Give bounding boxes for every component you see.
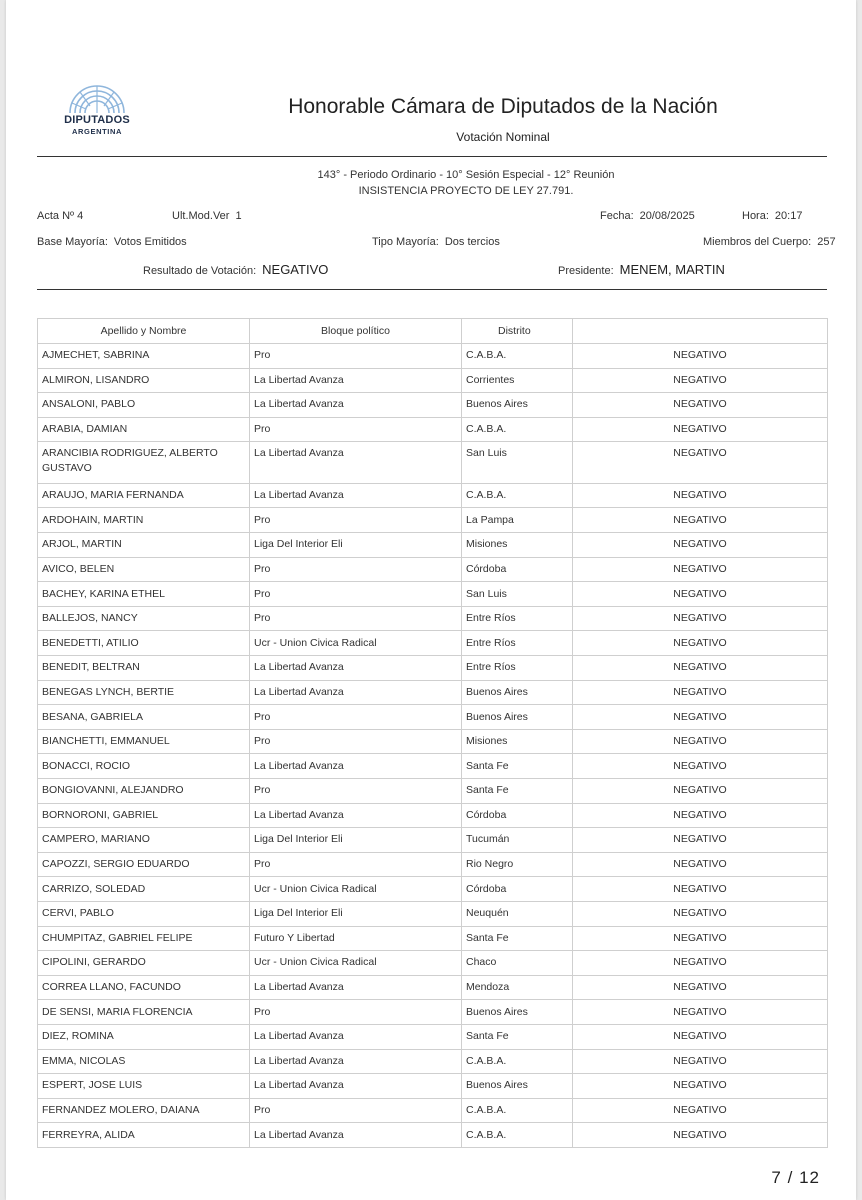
cell-bloque: La Libertad Avanza: [250, 1074, 462, 1099]
cell-distrito: Entre Ríos: [462, 631, 573, 656]
table-row: [38, 975, 828, 1000]
cell-name: CARRIZO, SOLEDAD: [38, 877, 250, 902]
table-row: [38, 582, 828, 607]
table-row: [38, 344, 828, 369]
fecha-value: 20/08/2025: [639, 210, 695, 222]
cell-distrito: Rio Negro: [462, 852, 573, 877]
cell-name: ARJOL, MARTIN: [38, 533, 250, 558]
cell-bloque: Futuro Y Libertad: [250, 926, 462, 951]
cell-name: BACHEY, KARINA ETHEL: [38, 582, 250, 607]
cell-voto: NEGATIVO: [573, 729, 828, 754]
cell-name: FERREYRA, ALIDA: [38, 1123, 250, 1148]
fecha: [600, 210, 695, 222]
presidente-value: MENEM, MARTIN: [619, 262, 725, 277]
presidente-label: Presidente:: [558, 265, 614, 277]
hora-label: Hora:: [742, 210, 769, 222]
cell-distrito: Córdoba: [462, 877, 573, 902]
cell-bloque: Pro: [250, 344, 462, 369]
cell-voto: NEGATIVO: [573, 656, 828, 681]
ult-mod-label: Ult.Mod.Ver: [172, 210, 230, 222]
page-indicator: [771, 1168, 820, 1188]
cell-distrito: C.A.B.A.: [462, 417, 573, 442]
table-row: [38, 901, 828, 926]
cell-voto: NEGATIVO: [573, 975, 828, 1000]
cell-bloque: Pro: [250, 417, 462, 442]
page-title: Honorable Cámara de Diputados de la Nación: [288, 95, 718, 118]
cell-voto: NEGATIVO: [573, 606, 828, 631]
cell-distrito: Entre Ríos: [462, 656, 573, 681]
cell-name: BORNORONI, GABRIEL: [38, 803, 250, 828]
cell-distrito: Corrientes: [462, 368, 573, 393]
cell-voto: NEGATIVO: [573, 582, 828, 607]
table-row: [38, 877, 828, 902]
miembros-cuerpo: [703, 236, 836, 248]
header-divider: [37, 156, 827, 157]
table-row: [38, 483, 828, 508]
cell-voto: NEGATIVO: [573, 1049, 828, 1074]
header-voto: [573, 319, 828, 344]
table-row: [38, 393, 828, 418]
table-row: [38, 926, 828, 951]
cell-distrito: Santa Fe: [462, 754, 573, 779]
cell-bloque: La Libertad Avanza: [250, 1024, 462, 1049]
page-separator: /: [787, 1168, 794, 1187]
cell-bloque: La Libertad Avanza: [250, 754, 462, 779]
cell-bloque: Pro: [250, 1000, 462, 1025]
table-row: [38, 951, 828, 976]
table-row: [38, 680, 828, 705]
table-row: [38, 754, 828, 779]
cell-name: AVICO, BELEN: [38, 557, 250, 582]
cell-distrito: Buenos Aires: [462, 1000, 573, 1025]
cell-bloque: La Libertad Avanza: [250, 803, 462, 828]
cell-bloque: Pro: [250, 582, 462, 607]
cell-name: ANSALONI, PABLO: [38, 393, 250, 418]
cell-name: ARABIA, DAMIAN: [38, 417, 250, 442]
cell-distrito: Santa Fe: [462, 779, 573, 804]
presidente: [558, 262, 725, 277]
tipo-mayoria-label: Tipo Mayoría:: [372, 236, 439, 248]
cell-voto: NEGATIVO: [573, 1098, 828, 1123]
cell-distrito: Neuquén: [462, 901, 573, 926]
table-row: [38, 803, 828, 828]
cell-distrito: Santa Fe: [462, 926, 573, 951]
cell-bloque: Liga Del Interior Eli: [250, 901, 462, 926]
cell-voto: NEGATIVO: [573, 508, 828, 533]
cell-voto: NEGATIVO: [573, 1024, 828, 1049]
congress-dome-icon: [66, 84, 128, 114]
table-row: [38, 705, 828, 730]
document-page: [6, 0, 856, 1200]
cell-name: BENEGAS LYNCH, BERTIE: [38, 680, 250, 705]
cell-name: ESPERT, JOSE LUIS: [38, 1074, 250, 1099]
cell-name: CERVI, PABLO: [38, 901, 250, 926]
cell-bloque: La Libertad Avanza: [250, 975, 462, 1000]
cell-voto: NEGATIVO: [573, 533, 828, 558]
table-row: [38, 729, 828, 754]
cell-bloque: Pro: [250, 705, 462, 730]
cell-distrito: C.A.B.A.: [462, 1049, 573, 1074]
cell-name: FERNANDEZ MOLERO, DAIANA: [38, 1098, 250, 1123]
table-row: [38, 368, 828, 393]
cell-voto: NEGATIVO: [573, 705, 828, 730]
cell-distrito: C.A.B.A.: [462, 483, 573, 508]
cell-distrito: Santa Fe: [462, 1024, 573, 1049]
cell-name: CORREA LLANO, FACUNDO: [38, 975, 250, 1000]
cell-voto: NEGATIVO: [573, 631, 828, 656]
cell-name: BONACCI, ROCIO: [38, 754, 250, 779]
cell-distrito: Córdoba: [462, 557, 573, 582]
cell-voto: NEGATIVO: [573, 754, 828, 779]
cell-bloque: Liga Del Interior Eli: [250, 828, 462, 853]
votes-table: [37, 318, 828, 1148]
cell-name: BONGIOVANNI, ALEJANDRO: [38, 779, 250, 804]
cell-distrito: Mendoza: [462, 975, 573, 1000]
acta-number: Acta Nº 4: [37, 210, 84, 222]
cell-name: AJMECHET, SABRINA: [38, 344, 250, 369]
cell-distrito: Buenos Aires: [462, 680, 573, 705]
cell-name: EMMA, NICOLAS: [38, 1049, 250, 1074]
cell-name: BESANA, GABRIELA: [38, 705, 250, 730]
cell-bloque: La Libertad Avanza: [250, 656, 462, 681]
cell-bloque: Pro: [250, 852, 462, 877]
cell-bloque: La Libertad Avanza: [250, 680, 462, 705]
project-line: INSISTENCIA PROYECTO DE LEY 27.791.: [358, 185, 574, 197]
cell-distrito: Misiones: [462, 533, 573, 558]
table-row: [38, 656, 828, 681]
cell-name: ALMIRON, LISANDRO: [38, 368, 250, 393]
cell-bloque: Pro: [250, 557, 462, 582]
base-mayoria-value: Votos Emitidos: [113, 236, 187, 248]
cell-voto: NEGATIVO: [573, 483, 828, 508]
table-row: [38, 508, 828, 533]
base-mayoria-label: Base Mayoría:: [37, 236, 108, 248]
cell-voto: NEGATIVO: [573, 852, 828, 877]
cell-bloque: La Libertad Avanza: [250, 483, 462, 508]
table-row: [38, 1049, 828, 1074]
cell-voto: NEGATIVO: [573, 1000, 828, 1025]
tipo-mayoria-value: Dos tercios: [444, 236, 500, 248]
tipo-mayoria: [372, 236, 500, 248]
cell-bloque: Pro: [250, 606, 462, 631]
table-row: [38, 606, 828, 631]
table-row: [38, 533, 828, 558]
page-current: 7: [771, 1168, 782, 1187]
cell-name: BENEDIT, BELTRAN: [38, 656, 250, 681]
cell-voto: NEGATIVO: [573, 1123, 828, 1148]
cell-voto: NEGATIVO: [573, 828, 828, 853]
cell-bloque: Ucr - Union Civica Radical: [250, 951, 462, 976]
cell-bloque: Pro: [250, 779, 462, 804]
cell-distrito: La Pampa: [462, 508, 573, 533]
cell-distrito: Tucumán: [462, 828, 573, 853]
table-row: [38, 631, 828, 656]
cell-distrito: C.A.B.A.: [462, 1123, 573, 1148]
cell-bloque: Ucr - Union Civica Radical: [250, 877, 462, 902]
header-bloque: Bloque político: [250, 319, 462, 344]
cell-voto: NEGATIVO: [573, 901, 828, 926]
cell-voto: NEGATIVO: [573, 368, 828, 393]
base-mayoria: [37, 236, 187, 248]
cell-name: BALLEJOS, NANCY: [38, 606, 250, 631]
cell-voto: NEGATIVO: [573, 1074, 828, 1099]
cell-voto: NEGATIVO: [573, 877, 828, 902]
cell-bloque: Pro: [250, 508, 462, 533]
cell-distrito: C.A.B.A.: [462, 344, 573, 369]
logo-text-main: DIPUTADOS: [64, 114, 130, 126]
page-subtitle: Votación Nominal: [456, 130, 550, 144]
cell-distrito: Buenos Aires: [462, 393, 573, 418]
cell-bloque: Pro: [250, 729, 462, 754]
header-distrito: Distrito: [462, 319, 573, 344]
cell-voto: NEGATIVO: [573, 557, 828, 582]
cell-distrito: Córdoba: [462, 803, 573, 828]
cell-voto: NEGATIVO: [573, 442, 828, 484]
logo-text-sub: ARGENTINA: [72, 127, 122, 136]
cell-name: CHUMPITAZ, GABRIEL FELIPE: [38, 926, 250, 951]
cell-distrito: C.A.B.A.: [462, 1098, 573, 1123]
hora-value: 20:17: [774, 210, 803, 222]
cell-distrito: San Luis: [462, 442, 573, 484]
resultado-label: Resultado de Votación:: [143, 265, 257, 277]
cell-distrito: Entre Ríos: [462, 606, 573, 631]
cell-bloque: Pro: [250, 1098, 462, 1123]
session-line: 143° - Periodo Ordinario - 10° Sesión Especial - 12° Reunión: [317, 169, 615, 181]
cell-distrito: San Luis: [462, 582, 573, 607]
table-row: [38, 852, 828, 877]
table-row: [38, 779, 828, 804]
meta-divider: [37, 289, 827, 290]
cell-bloque: La Libertad Avanza: [250, 442, 462, 484]
table-row: [38, 1098, 828, 1123]
table-row: [38, 557, 828, 582]
cell-name: BENEDETTI, ATILIO: [38, 631, 250, 656]
cell-voto: NEGATIVO: [573, 393, 828, 418]
diputados-logo: [52, 84, 142, 144]
session-info: [206, 167, 726, 199]
cell-bloque: La Libertad Avanza: [250, 393, 462, 418]
cell-name: CIPOLINI, GERARDO: [38, 951, 250, 976]
table-header-row: [38, 319, 828, 344]
cell-voto: NEGATIVO: [573, 680, 828, 705]
miembros-value: 257: [817, 236, 836, 248]
header-name: Apellido y Nombre: [38, 319, 250, 344]
cell-bloque: La Libertad Avanza: [250, 1123, 462, 1148]
table-row: [38, 1000, 828, 1025]
cell-name: ARAUJO, MARIA FERNANDA: [38, 483, 250, 508]
cell-voto: NEGATIVO: [573, 779, 828, 804]
cell-name: BIANCHETTI, EMMANUEL: [38, 729, 250, 754]
cell-distrito: Misiones: [462, 729, 573, 754]
page-total: 12: [799, 1168, 820, 1187]
cell-voto: NEGATIVO: [573, 803, 828, 828]
table-row: [38, 1024, 828, 1049]
ult-mod-version: [172, 210, 242, 222]
hora: [742, 210, 802, 222]
cell-voto: NEGATIVO: [573, 951, 828, 976]
cell-name: DE SENSI, MARIA FLORENCIA: [38, 1000, 250, 1025]
cell-name: ARDOHAIN, MARTIN: [38, 508, 250, 533]
cell-voto: NEGATIVO: [573, 417, 828, 442]
cell-distrito: Buenos Aires: [462, 705, 573, 730]
table-row: [38, 442, 828, 484]
resultado-votacion: [143, 262, 328, 277]
table-row: [38, 1074, 828, 1099]
ult-mod-value: 1: [235, 210, 242, 222]
miembros-label: Miembros del Cuerpo:: [703, 236, 812, 248]
cell-name: CAMPERO, MARIANO: [38, 828, 250, 853]
table-row: [38, 828, 828, 853]
resultado-value: NEGATIVO: [262, 262, 329, 277]
cell-distrito: Chaco: [462, 951, 573, 976]
cell-distrito: Buenos Aires: [462, 1074, 573, 1099]
table-row: [38, 1123, 828, 1148]
cell-bloque: Liga Del Interior Eli: [250, 533, 462, 558]
table-row: [38, 417, 828, 442]
cell-name: ARANCIBIA RODRIGUEZ, ALBERTO GUSTAVO: [38, 442, 250, 484]
cell-bloque: Ucr - Union Civica Radical: [250, 631, 462, 656]
cell-bloque: La Libertad Avanza: [250, 368, 462, 393]
cell-name: DIEZ, ROMINA: [38, 1024, 250, 1049]
cell-name: CAPOZZI, SERGIO EDUARDO: [38, 852, 250, 877]
cell-bloque: La Libertad Avanza: [250, 1049, 462, 1074]
fecha-label: Fecha:: [600, 210, 634, 222]
cell-voto: NEGATIVO: [573, 926, 828, 951]
cell-voto: NEGATIVO: [573, 344, 828, 369]
